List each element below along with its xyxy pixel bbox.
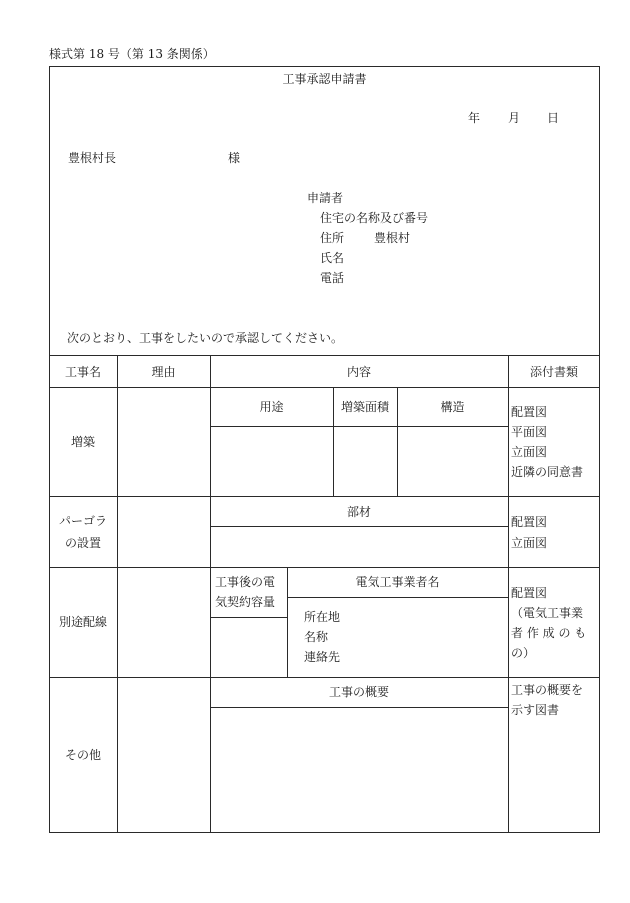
applicant-heading: 申請者 bbox=[307, 191, 344, 205]
extension-row-rule bbox=[49, 496, 600, 497]
wiring-row-rule bbox=[49, 677, 600, 678]
wiring-doc-line: 配置図 bbox=[511, 586, 548, 600]
extension-doc-item: 配置図 bbox=[511, 405, 548, 419]
request-text: 次のとおり、工事をしたいので承認してください。 bbox=[67, 331, 344, 345]
contractor-subheader-rule bbox=[287, 597, 508, 598]
addressee-name: 豊根村長 bbox=[68, 151, 117, 165]
address-value: 豊根村 bbox=[374, 231, 411, 245]
pergola-subheader-rule bbox=[210, 526, 508, 527]
extension-area-header: 増築面積 bbox=[340, 400, 389, 414]
date-year: 年 bbox=[468, 111, 481, 125]
extension-doc-item: 立面図 bbox=[511, 445, 548, 459]
contractor-contact-label: 連絡先 bbox=[304, 650, 341, 664]
pergola-materials-header: 部材 bbox=[346, 505, 371, 519]
contractor-header: 電気工事業者名 bbox=[355, 575, 440, 589]
other-doc-line: 示す図書 bbox=[511, 703, 560, 717]
form-number-label: 様式第 18 号（第 13 条関係） bbox=[49, 47, 215, 61]
pergola-doc-item: 配置図 bbox=[511, 515, 548, 529]
house-name-label: 住宅の名称及び番号 bbox=[320, 211, 429, 225]
header-content: 内容 bbox=[346, 365, 371, 379]
capacity-subheader-rule bbox=[210, 617, 287, 618]
date-month: 月 bbox=[508, 111, 521, 125]
extension-doc-item: 平面図 bbox=[511, 425, 548, 439]
addressee-honorific: 様 bbox=[228, 151, 241, 165]
other-name: その他 bbox=[64, 748, 101, 762]
address-label: 住所 bbox=[320, 231, 345, 245]
header-row-rule bbox=[49, 387, 600, 388]
pergola-doc-item: 立面図 bbox=[511, 536, 548, 550]
extension-name: 増築 bbox=[70, 435, 95, 449]
extension-subheader-rule bbox=[210, 426, 508, 427]
contractor-location-label: 所在地 bbox=[304, 610, 341, 624]
contractor-company-label: 名称 bbox=[304, 630, 329, 644]
wiring-doc-line: の） bbox=[511, 646, 536, 660]
col-rule-work bbox=[117, 355, 118, 833]
wiring-doc-line: （電気工事業 bbox=[511, 606, 584, 620]
header-reason: 理由 bbox=[151, 365, 176, 379]
header-docs: 添付書類 bbox=[529, 365, 578, 379]
form-title: 工事承認申請書 bbox=[282, 72, 367, 86]
table-top-rule bbox=[49, 355, 600, 356]
extension-use-header: 用途 bbox=[259, 400, 284, 414]
extension-doc-item: 近隣の同意書 bbox=[511, 465, 584, 479]
header-work: 工事名 bbox=[64, 365, 101, 379]
pergola-row-rule bbox=[49, 567, 600, 568]
capacity-header-line1: 工事後の電 bbox=[215, 575, 276, 589]
wiring-doc-line: 者 作 成 の も bbox=[511, 626, 587, 640]
other-doc-line: 工事の概要を bbox=[511, 683, 584, 697]
phone-label: 電話 bbox=[320, 271, 345, 285]
pergola-name-line1: パーゴラ bbox=[58, 514, 107, 528]
col-rule-content bbox=[508, 355, 509, 833]
date-day: 日 bbox=[547, 111, 560, 125]
capacity-header-line2: 気契約容量 bbox=[215, 595, 276, 609]
wiring-name: 別途配線 bbox=[58, 615, 107, 629]
col-rule-reason bbox=[210, 355, 211, 833]
other-subheader-rule bbox=[210, 707, 508, 708]
extension-structure-header: 構造 bbox=[440, 400, 465, 414]
pergola-name-line2: の設置 bbox=[64, 536, 101, 550]
name-label: 氏名 bbox=[320, 251, 345, 265]
overview-header: 工事の概要 bbox=[328, 685, 389, 699]
